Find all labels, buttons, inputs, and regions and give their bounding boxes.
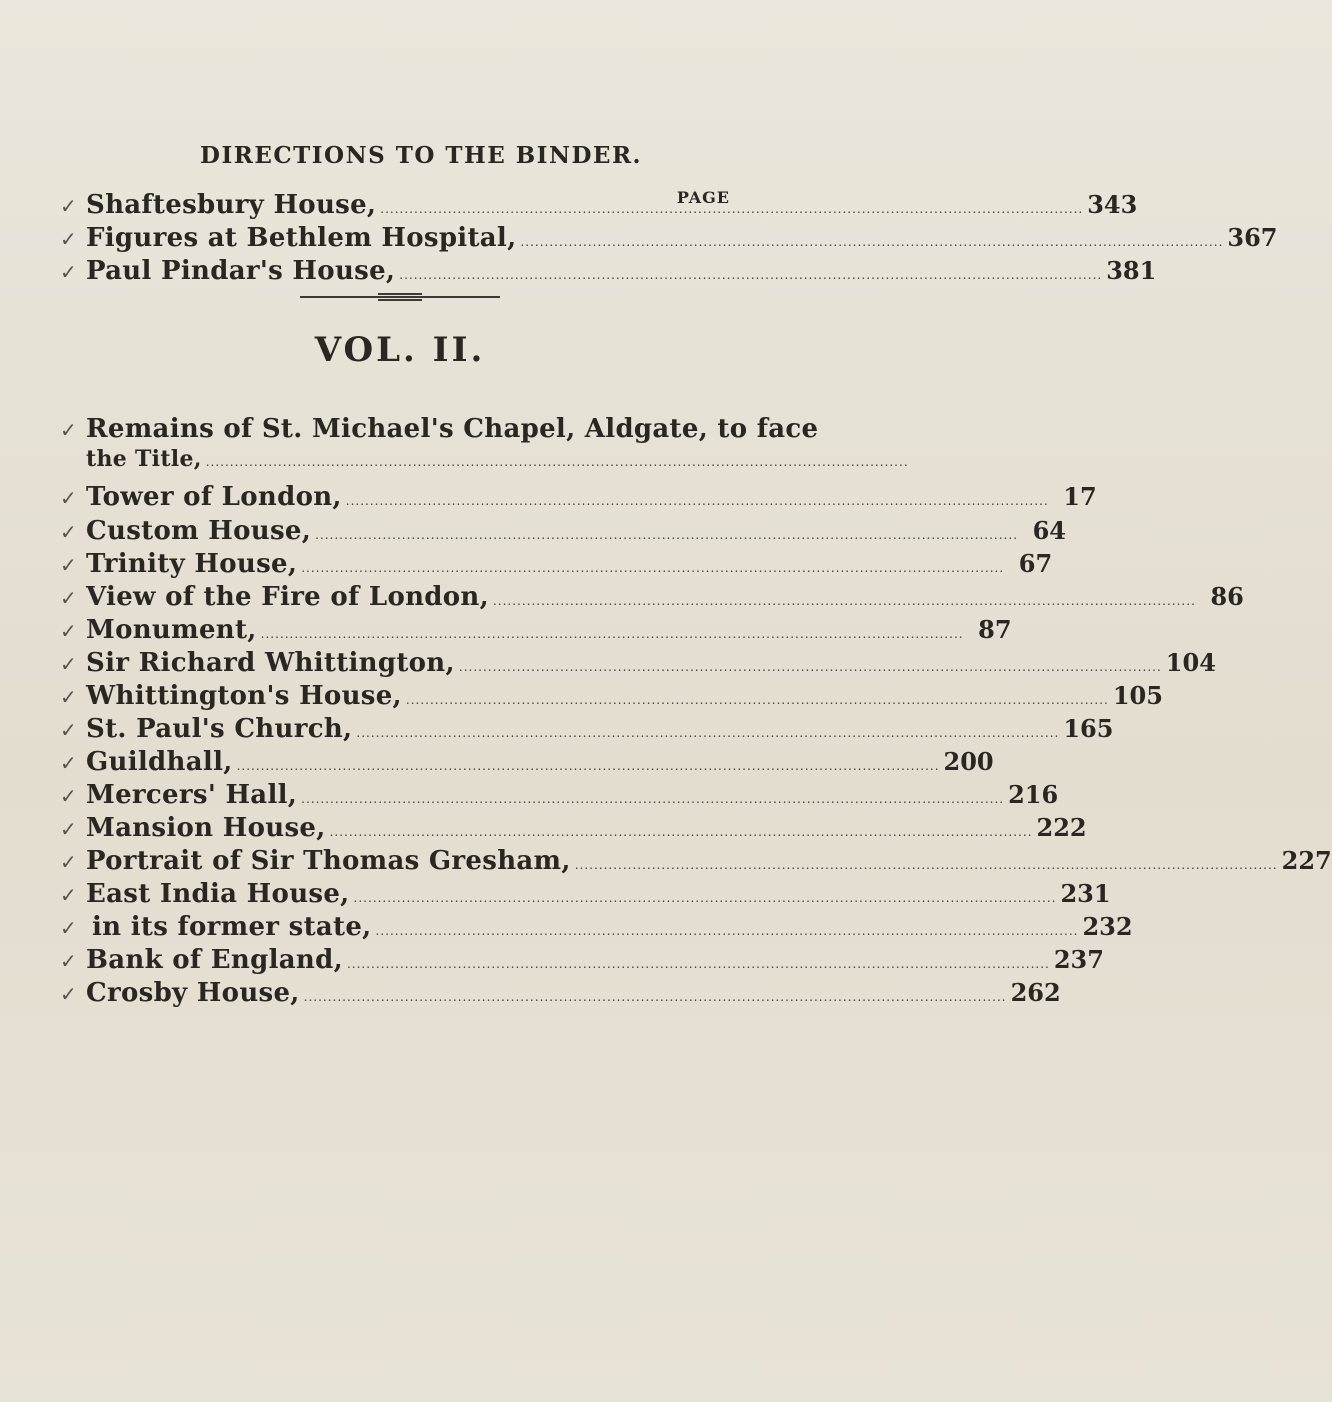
- dot-leader: ..................................................................................................................................................: [301, 561, 1005, 575]
- item-title: Bank of England,: [86, 945, 343, 975]
- check-mark-icon: ✓: [60, 619, 77, 643]
- list-item: [60, 780, 1059, 810]
- item-page: 105: [1112, 681, 1163, 710]
- dot-leader: ..................................................................................................................................................: [353, 891, 1057, 905]
- item-title: St. Paul's Church,: [86, 714, 353, 744]
- item-title-line-1: Remains of St. Michael's Chapel, Aldgate, to face: [86, 414, 819, 444]
- list-item: [60, 615, 1012, 645]
- item-page: 343: [1087, 190, 1138, 219]
- check-mark-icon: ✓: [60, 949, 77, 973]
- dot-leader: ..................................................................................................................................................: [236, 759, 940, 773]
- check-mark-icon: ✓: [60, 982, 77, 1006]
- list-item: [60, 681, 1163, 711]
- list-item: [60, 879, 1111, 909]
- list-item: [60, 223, 1278, 253]
- check-mark-icon: ✓: [60, 486, 77, 510]
- item-page: 86: [1210, 582, 1244, 611]
- item-title: Portrait of Sir Thomas Gresham,: [86, 846, 571, 876]
- item-page: 104: [1165, 648, 1216, 677]
- check-mark-icon: ✓: [60, 260, 77, 284]
- dot-leader: ..................................................................................................................................................: [574, 858, 1278, 872]
- list-item: [60, 978, 1061, 1008]
- check-mark-icon: ✓: [60, 751, 77, 775]
- item-title: Figures at Bethlem Hospital,: [86, 223, 517, 253]
- item-title: Crosby House,: [86, 978, 300, 1008]
- check-mark-icon: ✓: [60, 685, 77, 709]
- check-mark-icon: ✓: [60, 586, 77, 610]
- item-title: Mercers' Hall,: [86, 780, 298, 810]
- dot-leader: ..................................................................................................................................................: [458, 660, 1162, 674]
- list-item: [60, 549, 1053, 579]
- list-item-continuation: [86, 446, 909, 476]
- item-title: Monument,: [86, 615, 257, 645]
- list-item: [60, 846, 1332, 876]
- item-title: Sir Richard Whittington,: [86, 648, 455, 678]
- dot-leader: ..................................................................................................................................................: [260, 627, 964, 641]
- item-page: 200: [943, 747, 994, 776]
- item-page: 67: [1018, 549, 1053, 578]
- check-mark-icon: ✓: [60, 784, 77, 808]
- dot-leader: ..................................................................................................................................................: [520, 235, 1224, 249]
- item-title: Trinity House,: [86, 549, 298, 579]
- list-item: [60, 516, 1067, 546]
- dot-leader: ..................................................................................................................................................: [375, 924, 1079, 938]
- item-title: East India House,: [86, 879, 350, 909]
- item-page: 17: [1063, 482, 1097, 511]
- dot-leader: ..................................................................................................................................................: [380, 202, 1084, 216]
- item-page: 367: [1227, 223, 1278, 252]
- item-title: Shaftesbury House,: [86, 190, 377, 220]
- list-item: [60, 714, 1114, 744]
- check-mark-icon: ✓: [60, 227, 77, 251]
- item-page: 262: [1010, 978, 1061, 1007]
- check-mark-icon: ✓: [60, 850, 77, 874]
- dot-leader: ..................................................................................................................................................: [315, 528, 1019, 542]
- list-item: [60, 648, 1216, 678]
- item-title-line-2: the Title,: [86, 446, 202, 472]
- item-page: 222: [1036, 813, 1087, 842]
- dot-leader: ..................................................................................................................................................: [399, 268, 1103, 282]
- volume-heading: VOL. II.: [314, 330, 486, 370]
- dot-leader: ..................................................................................................................................................: [346, 957, 1050, 971]
- list-item: [60, 945, 1104, 975]
- item-title: Mansion House,: [86, 813, 326, 843]
- item-page: 227: [1281, 846, 1332, 875]
- check-mark-icon: ✓: [60, 883, 77, 907]
- item-title: View of the Fire of London,: [86, 582, 489, 612]
- check-mark-icon: ✓: [60, 520, 77, 544]
- list-item: [60, 747, 994, 777]
- page-column-label: PAGE: [676, 188, 730, 207]
- dot-leader: ..................................................................................................................................................: [405, 693, 1109, 707]
- list-item: [60, 482, 1097, 512]
- item-page: 232: [1082, 912, 1133, 941]
- list-item: [60, 414, 819, 444]
- list-item: [60, 813, 1087, 843]
- item-title: in its former state,: [92, 912, 372, 942]
- item-page: 87: [978, 615, 1012, 644]
- list-item: [60, 912, 1133, 942]
- item-title: Guildhall,: [86, 747, 233, 777]
- check-mark-icon: ✓: [60, 916, 77, 940]
- item-title: Custom House,: [86, 516, 312, 546]
- item-page: 216: [1008, 780, 1059, 809]
- dot-leader: ..................................................................................................................................................: [329, 825, 1033, 839]
- item-page: 165: [1063, 714, 1114, 743]
- check-mark-icon: ✓: [60, 718, 77, 742]
- item-title: Tower of London,: [86, 482, 342, 512]
- item-page: 64: [1032, 516, 1067, 545]
- check-mark-icon: ✓: [60, 652, 77, 676]
- page-heading: DIRECTIONS TO THE BINDER.: [200, 142, 643, 169]
- check-mark-icon: ✓: [60, 418, 77, 442]
- item-title: Whittington's House,: [86, 681, 402, 711]
- list-item: [60, 582, 1244, 612]
- dot-leader: ..................................................................................................................................................: [345, 494, 1049, 508]
- dot-leader: ..................................................................................................................................................: [205, 455, 909, 469]
- dot-leader: ..................................................................................................................................................: [356, 726, 1060, 740]
- check-mark-icon: ✓: [60, 553, 77, 577]
- list-item: [60, 190, 1138, 220]
- item-page: 237: [1053, 945, 1104, 974]
- item-title: Paul Pindar's House,: [86, 256, 396, 286]
- dot-leader: ..................................................................................................................................................: [492, 594, 1196, 608]
- dot-leader: ..................................................................................................................................................: [303, 990, 1007, 1004]
- ornamental-divider: [300, 296, 500, 298]
- list-item: [60, 256, 1157, 286]
- item-page: 381: [1106, 256, 1157, 285]
- dot-leader: ..................................................................................................................................................: [301, 792, 1005, 806]
- check-mark-icon: ✓: [60, 194, 77, 218]
- item-page: 231: [1060, 879, 1111, 908]
- check-mark-icon: ✓: [60, 817, 77, 841]
